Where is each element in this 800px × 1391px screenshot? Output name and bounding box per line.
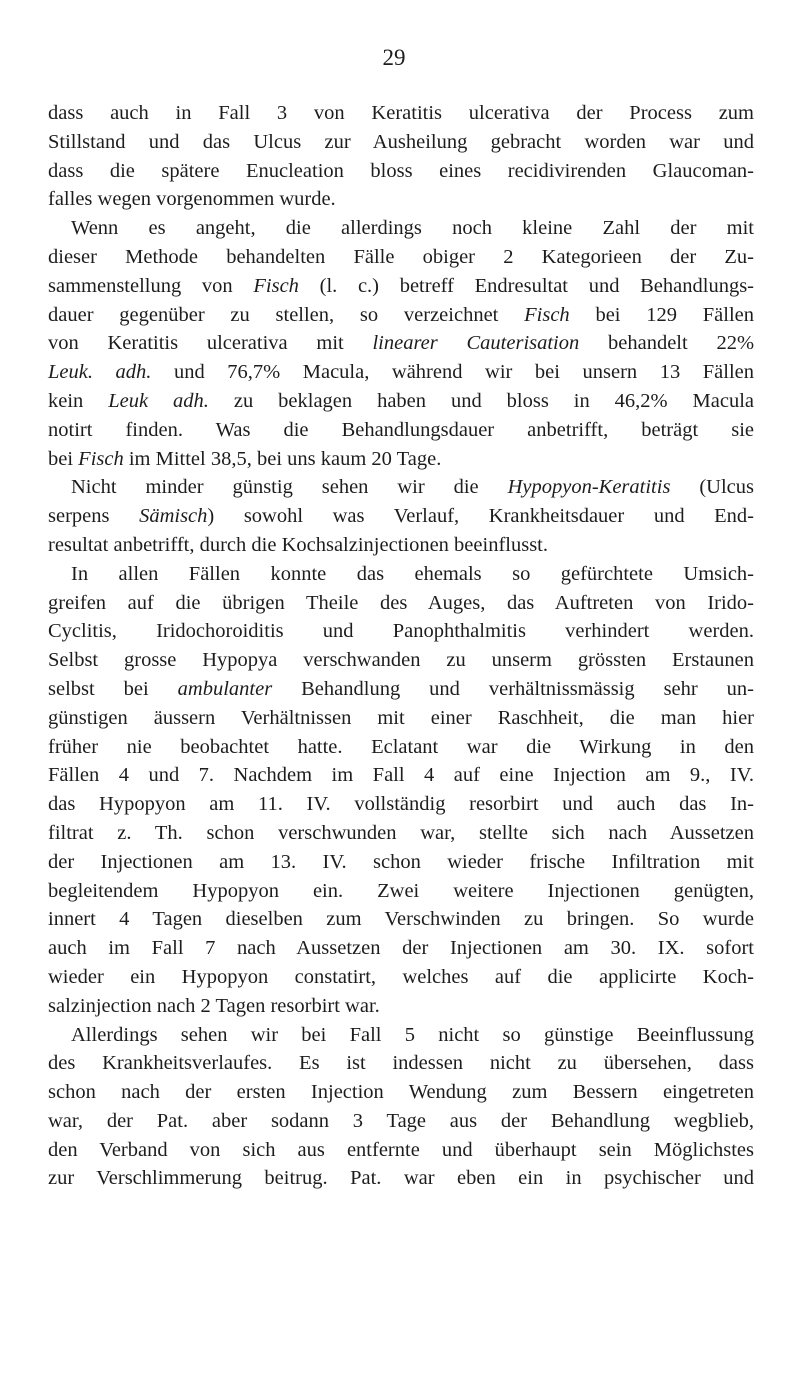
italic-text: linearer Cauterisation [372, 332, 580, 355]
italic-text: Leuk adh. [108, 389, 209, 412]
italic-text: Fisch [253, 274, 299, 297]
text-line [48, 560, 754, 589]
italic-text: Fisch [524, 303, 570, 326]
text-line [48, 329, 754, 358]
text-segment: des Krankheitsverlaufes. Es ist indessen nicht zu übersehen, dass [48, 1052, 754, 1075]
text-line [48, 531, 754, 560]
text-segment: war, der Pat. aber sodann 3 Tage aus der Behandlung wegblieb, [48, 1109, 754, 1132]
text-segment: (l. c.) betreff Endresultat und Behandlungs- [298, 274, 755, 297]
text-line [48, 1078, 754, 1107]
text-line [48, 445, 754, 474]
text-segment: schon nach der ersten Injection Wendung zum Bessern eingetreten [48, 1081, 754, 1104]
text-line [48, 848, 754, 877]
text-segment: zur Verschlimmerung beitrug. Pat. war eben ein in psychischer und [48, 1167, 754, 1190]
italic-text: ambulanter [177, 677, 273, 700]
italic-text: Fisch [78, 447, 124, 470]
text-segment: Nicht minder günstig sehen wir die [71, 476, 508, 499]
text-line [48, 733, 754, 762]
text-line [48, 387, 754, 416]
text-line [48, 646, 754, 675]
text-line [48, 992, 754, 1021]
text-segment: begleitendem Hypopyon ein. Zwei weitere Injectionen genügten, [48, 879, 754, 902]
text-segment: Cyclitis, Iridochoroiditis und Panophthalmitis verhindert werden. [48, 620, 754, 643]
text-segment: behandelt 22% [579, 332, 755, 355]
text-line [48, 1107, 754, 1136]
italic-text: Hypopyon-Keratitis [507, 476, 671, 499]
text-line [48, 617, 754, 646]
text-line [48, 790, 754, 819]
text-segment: Fällen 4 und 7. Nachdem im Fall 4 auf eine Injection am 9., IV. [48, 764, 754, 787]
text-segment: früher nie beobachtet hatte. Eclatant war die Wirkung in den [48, 735, 754, 758]
text-line [48, 934, 754, 963]
text-line [48, 675, 754, 704]
text-segment: innert 4 Tagen dieselben zum Verschwinden zu bringen. So wurde [48, 908, 754, 931]
text-line [48, 416, 754, 445]
text-segment: bei [48, 447, 79, 470]
text-line [48, 704, 754, 733]
text-line [48, 963, 754, 992]
text-line [48, 358, 754, 387]
text-segment: salzinjection nach 2 Tagen resorbirt war. [48, 994, 380, 1017]
text-segment: resultat anbetrifft, durch die Kochsalzinjectionen beeinflusst. [48, 533, 548, 556]
text-line [48, 185, 754, 214]
text-segment: filtrat z. Th. schon verschwunden war, stellte sich nach Aussetzen [48, 821, 754, 844]
text-segment: wieder ein Hypopyon constatirt, welches auf die applicirte Koch- [48, 965, 754, 988]
text-segment: Behandlung und verhältnissmässig sehr un- [272, 677, 755, 700]
text-segment: In allen Fällen konnte das ehemals so gefürchtete Umsich- [71, 562, 754, 585]
text-line [48, 761, 754, 790]
text-line [48, 272, 754, 301]
text-segment: den Verband von sich aus entfernte und überhaupt sein Möglichstes [48, 1138, 754, 1161]
text-segment: kein [48, 389, 109, 412]
text-line [48, 905, 754, 934]
text-segment: günstigen äussern Verhältnissen mit einer Raschheit, die man hier [48, 706, 754, 729]
italic-text: Sämisch [139, 505, 208, 528]
text-segment: Stillstand und das Ulcus zur Ausheilung gebracht worden war und [48, 130, 754, 153]
text-segment: zu beklagen haben und bloss in 46,2% Macula [208, 389, 755, 412]
text-line [48, 1021, 754, 1050]
text-segment: der Injectionen am 13. IV. schon wieder frische Infiltration mit [48, 850, 754, 873]
text-segment: Wenn es angeht, die allerdings noch kleine Zahl der mit [71, 217, 754, 240]
text-segment: Selbst grosse Hypopya verschwanden zu unserm grössten Erstaunen [48, 649, 754, 672]
italic-text: Leuk. adh. [48, 361, 152, 384]
text-line [48, 502, 754, 531]
text-line [48, 877, 754, 906]
text-segment: sammenstellung von [48, 274, 254, 297]
text-segment: von Keratitis ulcerativa mit [48, 332, 373, 355]
text-line [48, 243, 754, 272]
text-line [48, 157, 754, 186]
text-segment: das Hypopyon am 11. IV. vollständig resorbirt und auch das In- [48, 793, 754, 816]
text-segment: bei 129 Fällen [569, 303, 754, 326]
text-segment: im Mittel 38,5, bei uns kaum 20 Tage. [123, 447, 442, 470]
text-line [48, 301, 754, 330]
text-line [48, 128, 754, 157]
text-line [48, 1049, 754, 1078]
text-line [48, 819, 754, 848]
text-segment: dieser Methode behandelten Fälle obiger 2 Kategorieen der Zu- [48, 245, 754, 268]
text-segment: dauer gegenüber zu stellen, so verzeichnet [48, 303, 525, 326]
text-segment: Allerdings sehen wir bei Fall 5 nicht so günstige Beeinflussung [71, 1023, 754, 1046]
text-segment: notirt finden. Was die Behandlungsdauer anbetrifft, beträgt sie [48, 418, 754, 441]
text-segment: selbst bei [48, 677, 178, 700]
text-segment: und 76,7% Macula, während wir bei unsern 13 Fällen [151, 361, 754, 384]
text-line [48, 1164, 754, 1193]
text-segment: (Ulcus [670, 476, 754, 499]
text-line [48, 99, 754, 128]
text-segment: serpens [48, 505, 140, 528]
text-segment: falles wegen vorgenommen wurde. [48, 188, 336, 211]
text-segment: ) sowohl was Verlauf, Krankheitsdauer und End- [207, 505, 755, 528]
page-number: 29 [382, 45, 406, 70]
body-text [48, 99, 754, 1193]
text-segment: dass die spätere Enucleation bloss eines recidivirenden Glaucoman- [48, 159, 754, 182]
text-line [48, 1136, 754, 1165]
text-segment: auch im Fall 7 nach Aussetzen der Injectionen am 30. IX. sofort [48, 937, 754, 960]
text-line [48, 589, 754, 618]
text-segment: dass auch in Fall 3 von Keratitis ulcerativa der Process zum [48, 102, 754, 124]
text-line [48, 214, 754, 243]
text-line [48, 473, 754, 502]
text-segment: greifen auf die übrigen Theile des Auges, das Auftreten von Irido- [48, 591, 754, 614]
